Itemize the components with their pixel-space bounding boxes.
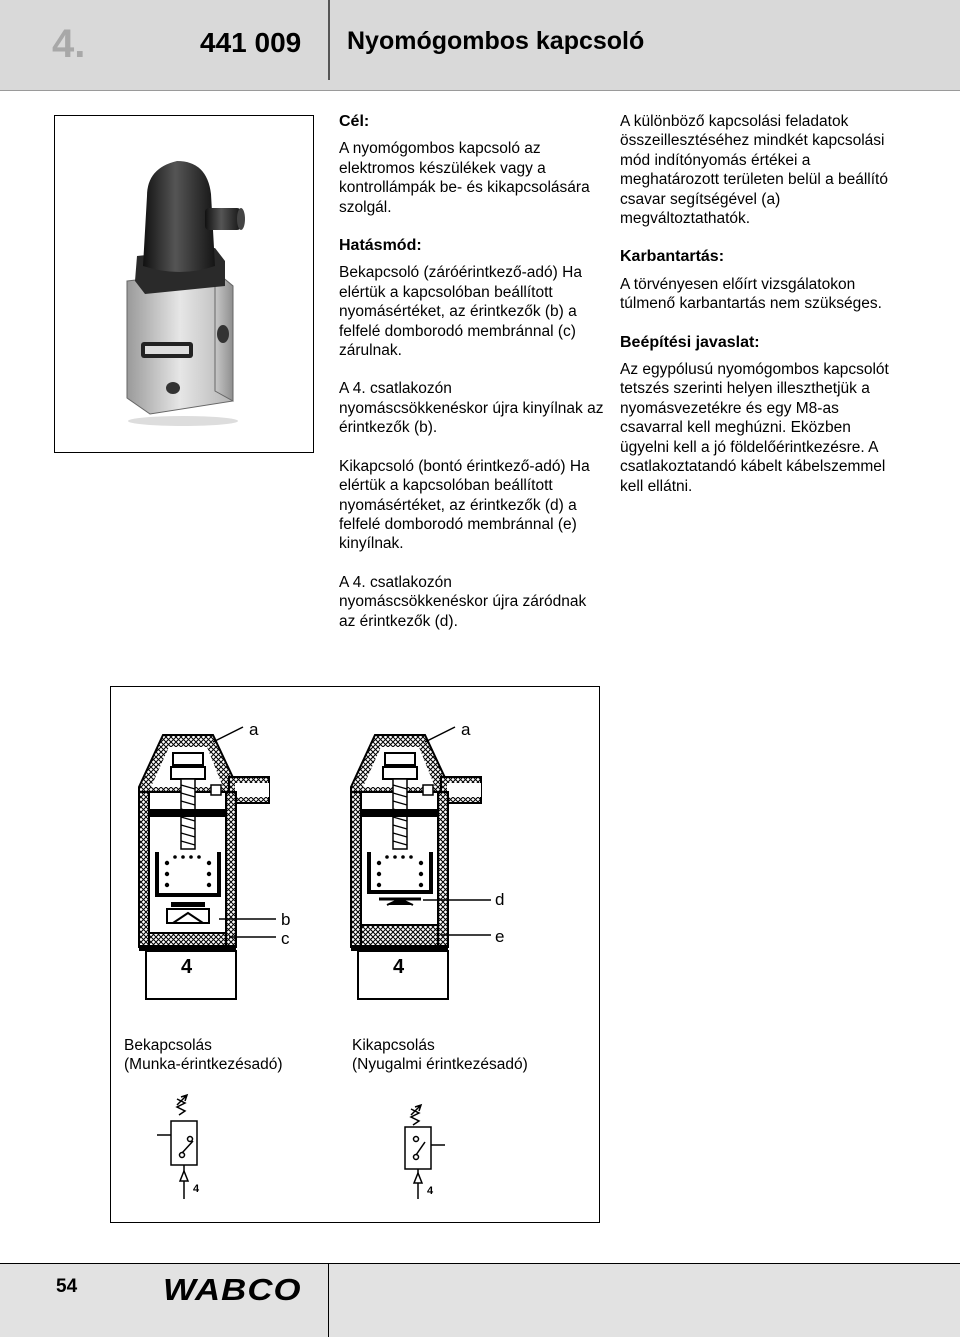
text-column-left [339, 112, 604, 650]
footer-band [0, 1264, 960, 1337]
maintenance-text: A törvényesen előírt vizsgálatokon túlmenő karbantartás nem szükséges. [620, 275, 882, 313]
label-b: b [281, 910, 291, 929]
heading-maintenance: Karbantartás: [620, 248, 725, 266]
label-d: d [495, 890, 505, 909]
goal-text: A nyomógombos kapcsoló az elektromos készülékek vagy a kontrollámpák be- és kikapcsolására szolgál. [339, 140, 590, 216]
cross-section-svg [111, 687, 599, 1222]
pressure-switch-illustration [55, 116, 313, 452]
switch-section-left [139, 727, 276, 999]
intro-text: A különböző kapcsolási feladatok összeillesztéséhez mindkét kapcsolási mód indítónyomás értékei a meghatározott területen belül a beállító csavar segítségével (a) megváltoztathatók. [620, 113, 888, 228]
switch-symbol-normally-open [157, 1095, 197, 1199]
heading-install: Beépítési javaslat: [620, 333, 760, 351]
header-divider [328, 0, 330, 80]
switch-symbol-normally-closed [405, 1105, 445, 1199]
brand-logo: WABCO [163, 1272, 302, 1307]
header-rule [0, 90, 960, 91]
label-a-left: a [249, 720, 259, 739]
product-photo [54, 115, 314, 453]
heading-operation: Hatásmód: [339, 237, 422, 255]
page-number: 54 [56, 1276, 78, 1297]
operation-paragraph: Kikapcsoló (bontó érintkező-adó) Ha elértük a kapcsolóban beállított nyomásértéket, az érintkezők (d) a felfelé domborodó membránnal (e) kinyílnak. [339, 457, 590, 553]
install-text: Az egypólusú nyomógombos kapcsolót tetszés szerinti helyen illeszthetjük a nyomásvezetékre és egy M8-as csavarral kell meghúzni. Eközben ügyelni kell a jó földelőérintkezésre. A csatlakoztatandó kábelt kábelszemmel kell ellátni. [620, 361, 889, 495]
label-e: e [495, 927, 505, 946]
symbol-port-right: 4 [427, 1185, 434, 1197]
label-c: c [281, 929, 290, 948]
operation-paragraph: Bekapcsoló (záróérintkező-adó) Ha elértük a kapcsolóban beállított nyomásértéket, az érintkezők (b) a felfelé domborodó membránnal (c) zárulnak. [339, 264, 582, 360]
port-label-left: 4 [181, 956, 193, 978]
symbol-port-left: 4 [193, 1183, 200, 1195]
product-number: 441 009 [200, 27, 302, 58]
footer-divider [328, 1264, 329, 1337]
port-label-right: 4 [393, 956, 405, 978]
caption-normally-open: Bekapcsolás (Munka-érintkezésadó) [124, 1037, 283, 1074]
label-a-right: a [461, 720, 471, 739]
cross-section-diagram [110, 686, 600, 1223]
page-title: Nyomógombos kapcsoló [347, 27, 645, 55]
switch-section-right [351, 727, 491, 999]
operation-paragraph: A 4. csatlakozón nyomáscsökkenéskor újra záródnak az érintkezők (d). [339, 573, 587, 630]
text-column-right [620, 112, 890, 515]
heading-goal: Cél: [339, 113, 370, 130]
operation-paragraph: A 4. csatlakozón nyomáscsökkenéskor újra kinyílnak az érintkezők (b). [339, 380, 604, 437]
chapter-number: 4. [52, 22, 86, 66]
caption-normally-closed: Kikapcsolás (Nyugalmi érintkezésadó) [352, 1037, 528, 1074]
